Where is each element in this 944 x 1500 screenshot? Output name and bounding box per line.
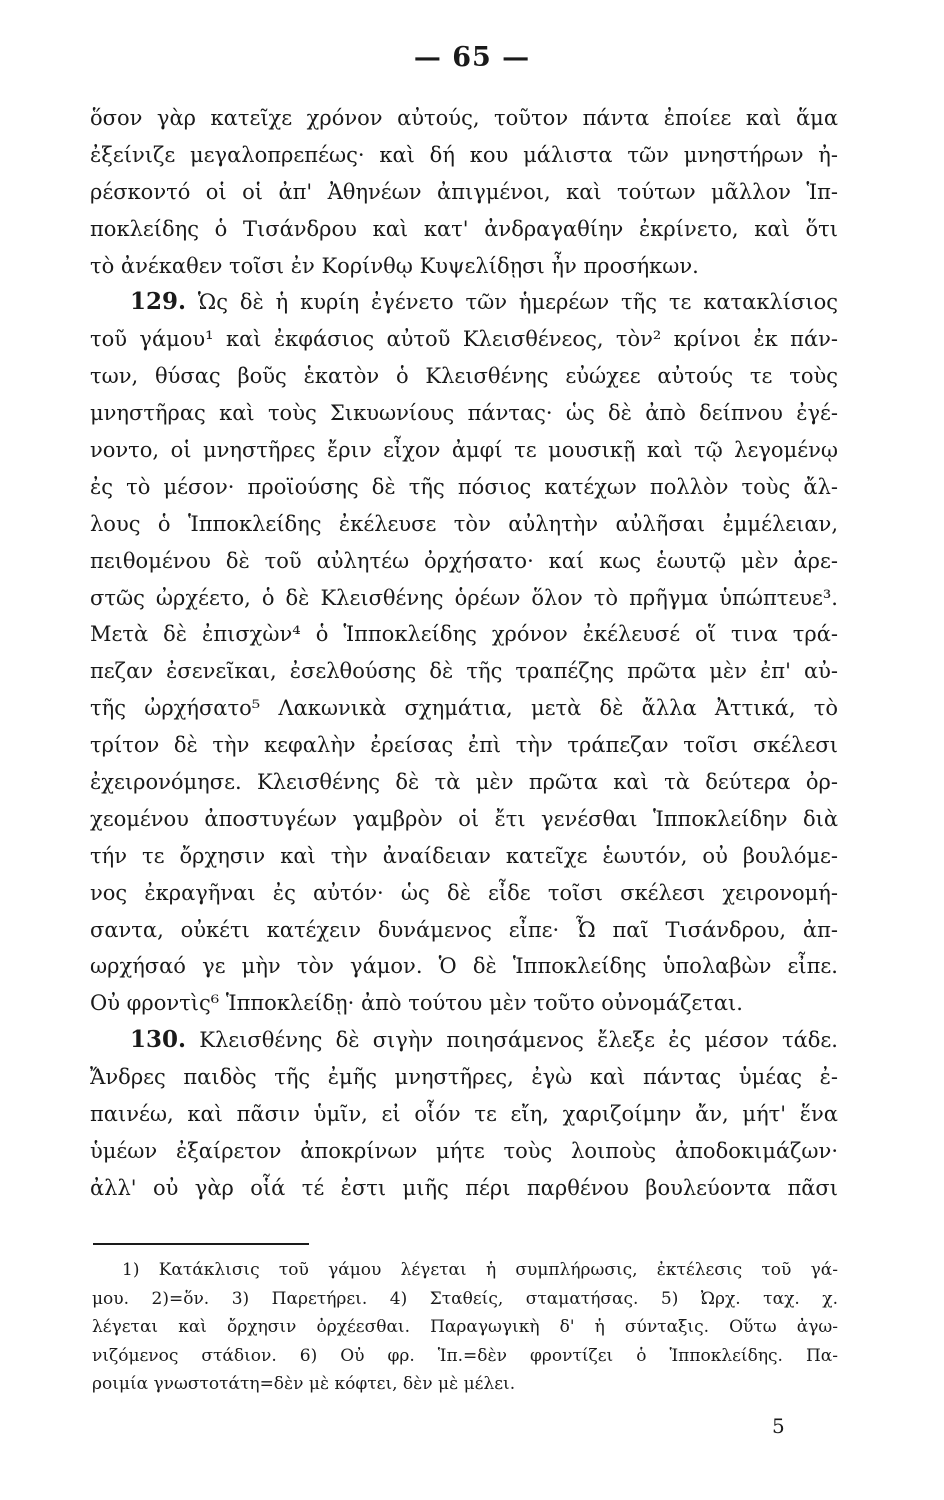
- text-line: πειθομένου δὲ τοῦ αὐλητέω ὀρχήσατο· καί κως ἑωυτῷ μὲν ἀρε-: [90, 548, 838, 573]
- footnotes: [92, 1256, 838, 1399]
- signature-mark: 5: [772, 1414, 785, 1438]
- section-130-first-line: [90, 1022, 838, 1059]
- footnote-line: νιζόμενος στάδιον. 6) Οὐ φρ. Ἱπ.=δὲν φροντίζει ὁ Ἱπποκλείδης. Πα-: [92, 1345, 838, 1366]
- footnote-line: λέγεται καὶ ὄρχησιν ὀρχέεσθαι. Παραγωγικὴ δ' ἡ σύνταξις. Οὕτω ἀγω-: [92, 1317, 838, 1337]
- text-line: μνηστῆρας καὶ τοὺς Σικυωνίους πάντας· ὡς δὲ ἀπὸ δείπνου ἐγέ-: [90, 401, 838, 426]
- text-line: των, θύσας βοῦς ἑκατὸν ὁ Κλεισθένης εὐώχεε αὐτούς τε τοὺς: [90, 364, 838, 389]
- text-line: τὸ ἀνέκαθεν τοῖσι ἐν Κορίνθῳ Κυψελίδῃσι ἦν προσήκων.: [90, 253, 699, 278]
- text-line: τῆς ὠρχήσατο⁵ Λακωνικὰ σχημάτια, μετὰ δὲ ἄλλα Ἀττικά, τὸ: [90, 696, 838, 721]
- text-line: ἐς τὸ μέσον· προϊούσης δὲ τῆς πόσιος κατέχων πολλὸν τοὺς ἄλ-: [90, 474, 838, 499]
- text-line: ὅσον γὰρ κατεῖχε χρόνον αὐτούς, τοῦτον πάντα ἐποίεε καὶ ἅμα: [90, 106, 838, 130]
- footnote-line: ροιμία γνωστοτάτη=δὲν μὲ κόφτει, δὲν μὲ μέλει.: [92, 1374, 516, 1394]
- text-line: ὑμέων ἐξαίρετον ἀποκρίνων μήτε τοὺς λοιποὺς ἀποδοκιμάζων·: [90, 1138, 838, 1163]
- section-number-129: 129.: [130, 288, 187, 316]
- text-line: ἀλλ' οὐ γὰρ οἷά τέ ἐστι μιῆς πέρι παρθένου βουλεύοντα πᾶσι: [90, 1175, 838, 1200]
- text-line: Ὡς δὲ ἡ κυρίη ἐγένετο τῶν ἡμερέων τῆς τε κατακλίσιος: [197, 290, 838, 315]
- text-line: ἐχειρονόμησε. Κλεισθένης δὲ τὰ μὲν πρῶτα καὶ τὰ δεύτερα ὀρ-: [90, 770, 838, 795]
- section-129-first-line: [90, 284, 838, 321]
- footnote-line: μου. 2)=ὅν. 3) Παρετήρει. 4) Σταθείς, σταματήσας. 5) Ὠρχ. ταχ. χ.: [92, 1288, 838, 1309]
- text-line: στῶς ὠρχέετο, ὁ δὲ Κλεισθένης ὁρέων ὅλον τὸ πρῆγμα ὑπώπτευε³.: [90, 585, 838, 610]
- text-line: λους ὁ Ἱπποκλείδης ἐκέλευσε τὸν αὐλητὴν αὐλῆσαι ἐμμέλειαν,: [90, 511, 838, 536]
- section-number-130: 130.: [130, 1026, 187, 1054]
- text-line: Οὐ φροντὶς⁶ Ἱπποκλείδῃ· ἀπὸ τούτου μὲν τοῦτο οὐνομάζεται.: [90, 991, 743, 1016]
- text-line: τήν τε ὄρχησιν καὶ τὴν ἀναίδειαν κατεῖχε ἑωυτόν, οὐ βουλόμε-: [90, 843, 838, 868]
- text-line: Μετὰ δὲ ἐπισχὼν⁴ ὁ Ἱπποκλείδης χρόνον ἐκέλευσέ οἵ τινα τρά-: [90, 622, 838, 647]
- text-line: σαντα, οὐκέτι κατέχειν δυνάμενος εἶπε· Ὦ παῖ Τισάνδρου, ἀπ-: [90, 917, 838, 942]
- text-line: ἐξείνιζε μεγαλοπρεπέως· καὶ δή κου μάλιστα τῶν μνηστήρων ἠ-: [90, 142, 838, 167]
- text-line: Κλεισθένης δὲ σιγὴν ποιησάμενος ἔλεξε ἐς μέσον τάδε.: [199, 1028, 838, 1053]
- footnote-line: 1) Κατάκλισις τοῦ γάμου λέγεται ἡ συμπλήρωσις, ἐκτέλεσις τοῦ γά-: [122, 1260, 838, 1280]
- text-line: Ἄνδρες παιδὸς τῆς ἐμῆς μνηστῆρες, ἐγὼ καὶ πάντας ὑμέας ἐ-: [90, 1065, 838, 1090]
- text-line: τρίτον δὲ τὴν κεφαλὴν ἐρείσας ἐπὶ τὴν τράπεζαν τοῖσι σκέλεσι: [90, 733, 838, 758]
- footnote-divider: [93, 1243, 309, 1245]
- text-line: ωρχήσαό γε μὴν τὸν γάμον. Ὁ δὲ Ἱπποκλείδης ὑπολαβὼν εἶπε.: [90, 954, 838, 979]
- text-line: χεομένου ἀποστυγέων γαμβρὸν οἱ ἔτι γενέσθαι Ἱπποκλείδην διὰ: [90, 806, 838, 831]
- page-number: — 65 —: [413, 42, 531, 73]
- text-line: τοῦ γάμου¹ καὶ ἐκφάσιος αὐτοῦ Κλεισθένεος, τὸν² κρίνοι ἐκ πάν-: [90, 327, 838, 352]
- text-line: πεζαν ἐσενεῖκαι, ἐσελθούσης δὲ τῆς τραπέζης πρῶτα μὲν ἐπ' αὐ-: [90, 659, 838, 684]
- text-line: ρέσκοντό οἱ οἱ ἀπ' Ἀθηνέων ἀπιγμένοι, καὶ τούτων μᾶλλον Ἱπ-: [90, 179, 838, 204]
- text-line: νος ἐκραγῆναι ἐς αὐτόν· ὡς δὲ εἶδε τοῖσι σκέλεσι χειρονομή-: [90, 880, 838, 905]
- text-line: νοντο, οἱ μνηστῆρες ἔριν εἶχον ἀμφί τε μουσικῇ καὶ τῷ λεγομένῳ: [90, 438, 838, 463]
- text-line: ποκλείδης ὁ Τισάνδρου καὶ κατ' ἀνδραγαθίην ἐκρίνετο, καὶ ὅτι: [90, 216, 838, 241]
- text-line: παινέω, καὶ πᾶσιν ὑμῖν, εἰ οἷόν τε εἴη, χαριζοίμην ἄν, μήτ' ἕνα: [90, 1102, 838, 1127]
- main-text: [90, 100, 838, 1207]
